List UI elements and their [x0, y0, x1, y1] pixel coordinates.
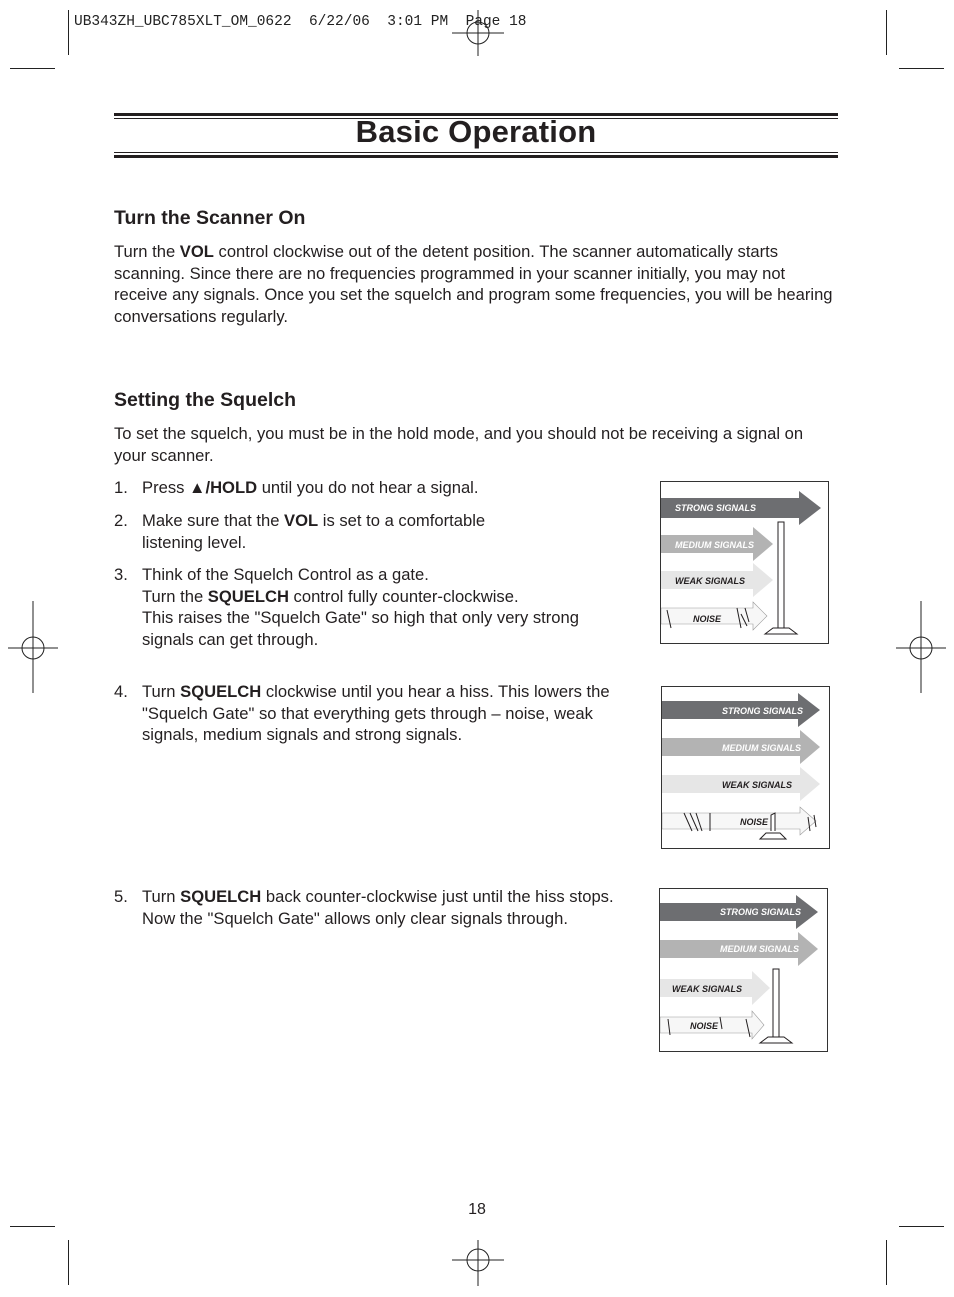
squelch-gate-diagram-high	[660, 481, 829, 644]
step-number: 1.	[114, 478, 128, 497]
noise-arrow	[662, 807, 816, 835]
squelch-gate-base	[760, 1037, 792, 1043]
vol-keyword: VOL	[284, 511, 319, 530]
noise-label: NOISE	[693, 614, 722, 624]
squelch-gate-post	[778, 522, 784, 631]
vol-keyword: VOL	[179, 242, 214, 261]
step-text-pre: Turn	[142, 887, 181, 906]
crop-mark	[10, 1226, 55, 1227]
step-text-line: Now the "Squelch Gate" allows only clear signals through.	[142, 908, 568, 928]
strong-signal-label: STRONG SIGNALS	[722, 706, 804, 716]
crop-mark	[68, 10, 69, 55]
step-text-post: until you do not hear a signal.	[257, 478, 479, 497]
step-4	[114, 681, 634, 747]
weak-signal-label: WEAK SIGNALS	[722, 780, 793, 790]
crop-mark	[886, 1240, 887, 1285]
crop-mark	[68, 1240, 69, 1285]
registration-mark	[452, 1240, 504, 1286]
step-text-pre: Turn the	[142, 586, 208, 606]
step-text-line: signals can get through.	[142, 629, 319, 649]
strong-signal-label: STRONG SIGNALS	[720, 907, 802, 917]
crop-mark	[899, 68, 944, 69]
title-rule-bottom	[114, 155, 838, 158]
medium-signal-label: MEDIUM SIGNALS	[675, 540, 755, 550]
section-heading-squelch: Setting the Squelch	[114, 389, 297, 411]
crop-mark	[886, 10, 887, 55]
section-heading-scanner-on: Turn the Scanner On	[114, 207, 306, 229]
step-text-pre: Make sure that the	[142, 511, 285, 530]
squelch-keyword: SQUELCH	[207, 586, 289, 606]
registration-mark	[452, 10, 504, 56]
step-text	[142, 564, 579, 650]
step-text-post: control fully counter-clockwise.	[288, 586, 519, 606]
step-text	[142, 886, 614, 929]
step-3	[114, 564, 634, 652]
step-number: 3.	[114, 565, 128, 584]
step-text-line: Think of the Squelch Control as a gate.	[142, 565, 429, 584]
weak-signal-label: WEAK SIGNALS	[675, 576, 746, 586]
squelch-gate-post	[773, 969, 779, 1037]
crop-mark	[10, 68, 55, 69]
squelch-gate-diagram-mid	[659, 888, 828, 1052]
print-slug: UB343ZH_UBC785XLT_OM_0622 6/22/06 3:01 PM Page 18	[74, 14, 527, 30]
step-text-line: listening level.	[142, 532, 247, 552]
scanner-on-paragraph	[114, 241, 838, 327]
scanner-on-text-pre: Turn the	[114, 242, 180, 261]
squelch-keyword: SQUELCH	[180, 682, 262, 701]
page-title: Basic Operation	[355, 114, 597, 149]
step-text-post: clockwise until you hear a hiss. This lowers the	[261, 682, 610, 701]
step-text-pre: Press	[142, 478, 190, 497]
noise-label: NOISE	[740, 817, 769, 827]
noise-label: NOISE	[690, 1021, 719, 1031]
squelch-gate-base	[765, 628, 797, 634]
registration-mark	[8, 601, 58, 693]
step-text	[142, 477, 478, 499]
squelch-gate-diagram-low	[661, 686, 830, 849]
step-text-line: signals, medium signals and strong signals.	[142, 725, 463, 745]
step-1	[114, 477, 634, 499]
squelch-gate-post	[771, 813, 775, 831]
step-text-line: This raises the "Squelch Gate" so high that only very strong	[142, 608, 579, 628]
hold-key: ▲/HOLD	[189, 478, 258, 497]
squelch-keyword: SQUELCH	[180, 887, 262, 906]
title-rule-bottom-thin	[114, 152, 838, 153]
registration-mark	[896, 601, 946, 693]
step-2	[114, 510, 634, 554]
squelch-intro: To set the squelch, you must be in the hold mode, and you should not be receiving a signal on your scanner.	[114, 424, 804, 465]
step-5	[114, 886, 654, 930]
step-text-post: back counter-clockwise just until the hiss stops.	[261, 887, 614, 906]
step-number: 5.	[114, 887, 128, 906]
step-text-post: is set to a comfortable	[318, 511, 486, 530]
step-text	[142, 681, 610, 746]
step-number: 2.	[114, 511, 128, 530]
strong-signal-label: STRONG SIGNALS	[675, 503, 757, 513]
squelch-gate-base	[760, 833, 786, 839]
step-text	[142, 510, 485, 553]
step-text-pre: Turn	[142, 682, 181, 701]
medium-signal-label: MEDIUM SIGNALS	[722, 743, 802, 753]
medium-signal-label: MEDIUM SIGNALS	[720, 944, 800, 954]
step-text-line: "Squelch Gate" so that everything gets through – noise, weak	[142, 703, 593, 723]
crop-mark	[899, 1226, 944, 1227]
page-number: 18	[468, 1201, 486, 1218]
step-number: 4.	[114, 682, 128, 701]
weak-signal-label: WEAK SIGNALS	[672, 984, 743, 994]
scanner-on-text-rest: control clockwise out of the detent position. The scanner automatically starts scanning. Since there are no frequencies programmed in your scanner initially, you may not receive any signals. Once you set the squelch and program some frequencies, you will be hearing conversations regularly.	[114, 242, 833, 326]
